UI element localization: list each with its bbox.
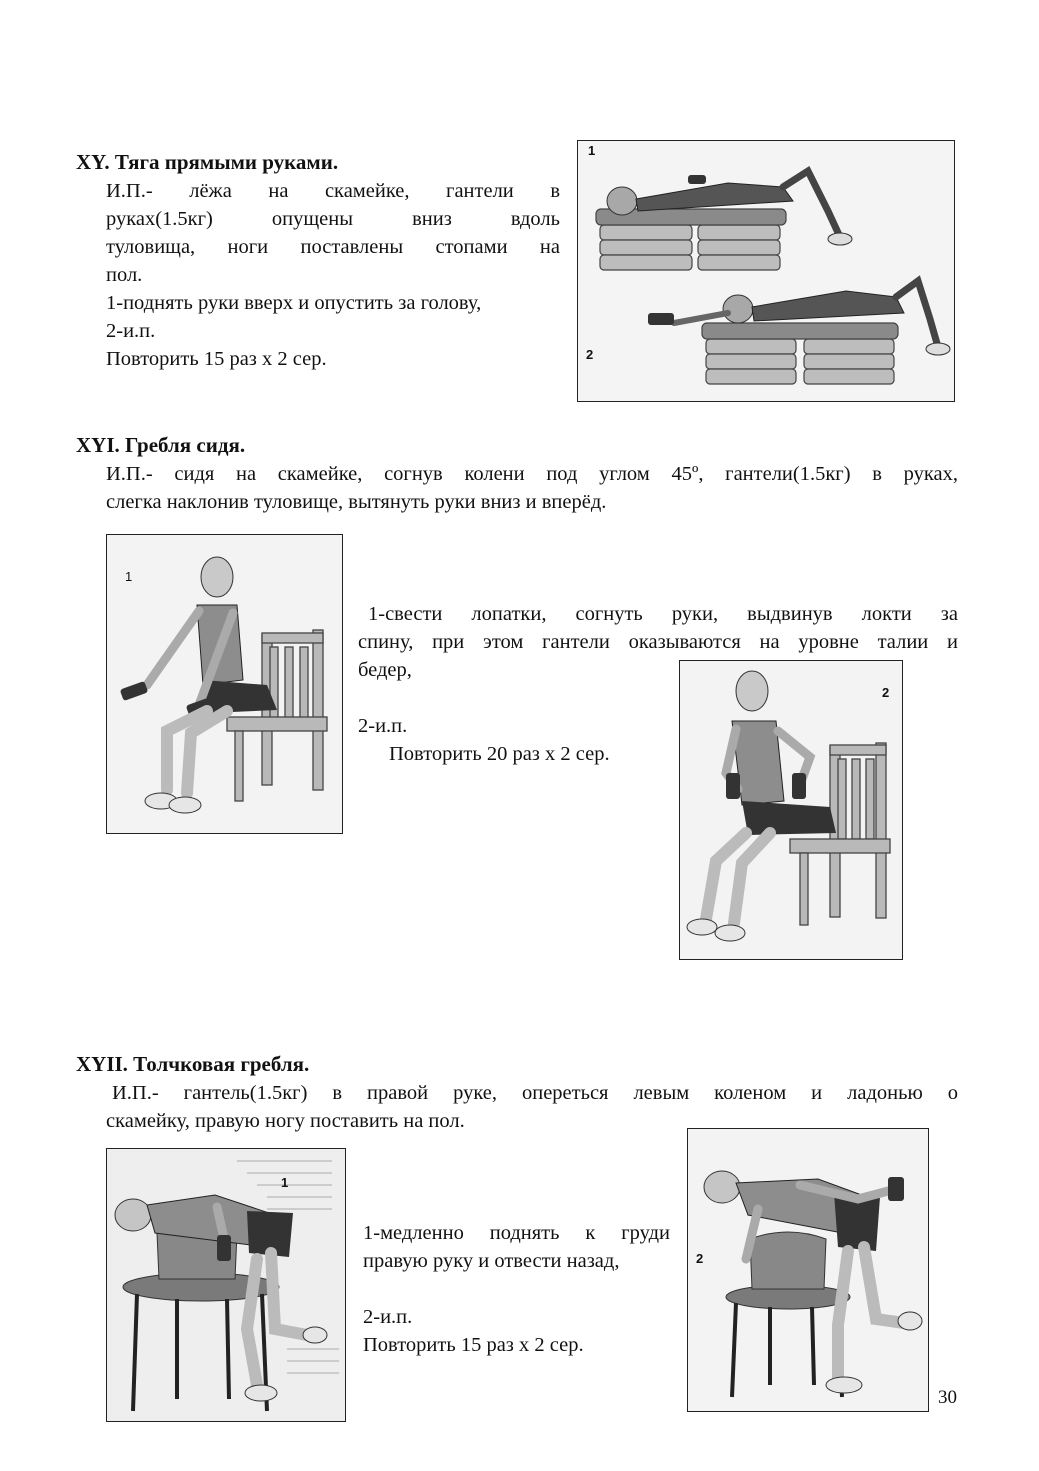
bent-row-end-photo bbox=[687, 1128, 929, 1412]
seated-row-start-illustration bbox=[107, 535, 342, 833]
section-xy-line-4: пол. bbox=[106, 264, 143, 286]
section-title-xy: XY. Тяга прямыми руками. bbox=[76, 150, 339, 174]
seated-row-start-photo bbox=[106, 534, 343, 834]
section-xyii-step-2: правую руку и отвести назад, bbox=[363, 1250, 620, 1272]
section-xyi-step-3: бедер, bbox=[358, 659, 412, 681]
seated-row-end-illustration bbox=[680, 661, 902, 959]
section-xyi-step-2: спину, при этом гантели оказываются на уровне талии и bbox=[358, 631, 958, 653]
section-xyii-step-1: 1-медленно поднять к груди bbox=[363, 1222, 670, 1244]
section-xyii-intro-1: И.П.- гантель(1.5кг) в правой руке, опереться левым коленом и ладонью о bbox=[112, 1082, 958, 1104]
bent-row-start-illustration bbox=[107, 1149, 345, 1421]
section-xyii-intro-2: скамейку, правую ногу поставить на пол. bbox=[106, 1110, 465, 1132]
section-xy-line-6: 2-и.п. bbox=[106, 320, 156, 342]
section-xyi-intro-2: слегка наклонив туловище, вытянуть руки вниз и вперёд. bbox=[106, 491, 607, 513]
figure-label-2: 2 bbox=[586, 347, 594, 362]
figure-label-1: 1 bbox=[125, 569, 133, 584]
section-title-xyi: XYI. Гребля сидя. bbox=[76, 433, 246, 457]
section-xy-line-1: И.П.- лёжа на скамейке, гантели в bbox=[106, 180, 560, 202]
section-xyi-step-1: 1-свести лопатки, согнуть руки, выдвинув локти за bbox=[368, 603, 958, 625]
figure-label-1: 1 bbox=[281, 1175, 289, 1190]
section-xyii-step-3: 2-и.п. bbox=[363, 1306, 413, 1328]
figure-label-2: 2 bbox=[882, 685, 890, 700]
section-xyii-repeat: Повторить 15 раз х 2 сер. bbox=[363, 1334, 584, 1356]
lying-pullover-illustration bbox=[578, 141, 954, 401]
section-xy-line-5: 1-поднять руки вверх и опустить за голову, bbox=[106, 292, 482, 314]
seated-row-end-photo bbox=[679, 660, 903, 960]
lying-pullover-photo bbox=[577, 140, 955, 402]
section-title-xyii: XYII. Толчковая гребля. bbox=[76, 1052, 310, 1076]
bent-row-end-illustration bbox=[688, 1129, 928, 1411]
section-xy-line-3: туловища, ноги поставлены стопами на bbox=[106, 236, 560, 258]
figure-label-2: 2 bbox=[696, 1251, 704, 1266]
page-number: 30 bbox=[938, 1387, 957, 1408]
section-xyi-step-4: 2-и.п. bbox=[358, 715, 408, 737]
section-xyi-repeat: Повторить 20 раз х 2 сер. bbox=[389, 743, 610, 765]
section-xy-line-2: руках(1.5кг) опущены вниз вдоль bbox=[106, 208, 560, 230]
section-xyi-intro-1: И.П.- сидя на скамейке, согнув колени под углом 45º, гантели(1.5кг) в руках, bbox=[106, 463, 958, 485]
section-xy-repeat: Повторить 15 раз х 2 сер. bbox=[106, 348, 327, 370]
figure-label-1: 1 bbox=[588, 143, 596, 158]
bent-row-start-photo bbox=[106, 1148, 346, 1422]
